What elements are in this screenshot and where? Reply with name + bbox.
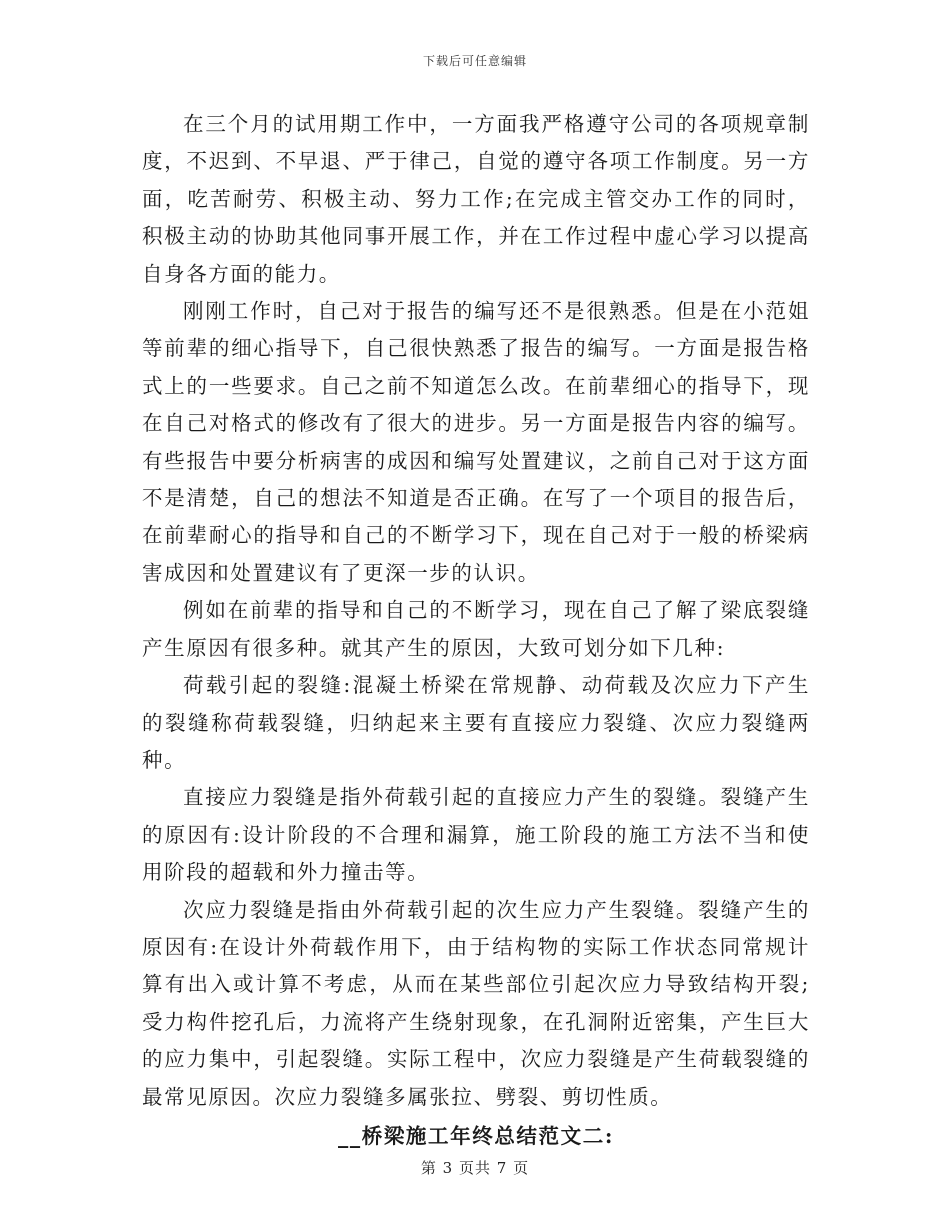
document-body — [142, 106, 810, 1155]
page-header: 下载后可任意编辑 — [422, 54, 527, 68]
paragraph-secondary-stress-cracks: 次应力裂缝是指由外荷载引起的次生应力产生裂缝。裂缝产生的原因有:在设计外荷载作用下，由于结构物的实际工作状态同常规计算有出入或计算不考虑，从而在某些部位引起次应力导致结构开裂;受力构件挖孔后，力流将产生绕射现象，在孔洞附近密集，产生巨大的应力集中，引起裂缝。实际工程中，次应力裂缝是产生荷载裂缝的最常见原因。次应力裂缝多属张拉、劈裂、剪切性质。 — [142, 897, 810, 1109]
page-number-footer: 第 3 页共 7 页 — [420, 1159, 530, 1177]
paragraph-load-cracks: 荷载引起的裂缝:混凝土桥梁在常规静、动荷载及次应力下产生的裂缝称荷载裂缝，归纳起来主要有直接应力裂缝、次应力裂缝两种。 — [142, 673, 810, 772]
section-title: __桥梁施工年终总结范文二: — [338, 1123, 614, 1148]
paragraph-crack-causes-intro: 例如在前辈的指导和自己的不断学习，现在自己了解了梁底裂缝产生原因有很多种。就其产生的原因，大致可划分如下几种: — [142, 598, 810, 660]
paragraph-report-writing: 刚刚工作时，自己对于报告的编写还不是很熟悉。但是在小范姐等前辈的细心指导下，自己很快熟悉了报告的编写。一方面是报告格式上的一些要求。自己之前不知道怎么改。在前辈细心的指导下，现在自己对格式的修改有了很大的进步。另一方面是报告内容的编写。有些报告中要分析病害的成因和编写处置建议，之前自己对于这方面不是清楚，自己的想法不知道是否正确。在写了一个项目的报告后，在前辈耐心的指导和自己的不断学习下，现在自己对于一般的桥梁病害成因和处置建议有了更深一步的认识。 — [142, 299, 810, 585]
paragraph-direct-stress-cracks: 直接应力裂缝是指外荷载引起的直接应力产生的裂缝。裂缝产生的原因有:设计阶段的不合理和漏算，施工阶段的施工方法不当和使用阶段的超载和外力撞击等。 — [142, 785, 810, 885]
paragraph-probation-work: 在三个月的试用期工作中，一方面我严格遵守公司的各项规章制度，不迟到、不早退、严于律己，自觉的遵守各项工作制度。另一方面，吃苦耐劳、积极主动、努力工作;在完成主管交办工作的同时，积极主动的协助其他同事开展工作，并在工作过程中虚心学习以提高自身各方面的能力。 — [142, 112, 810, 286]
